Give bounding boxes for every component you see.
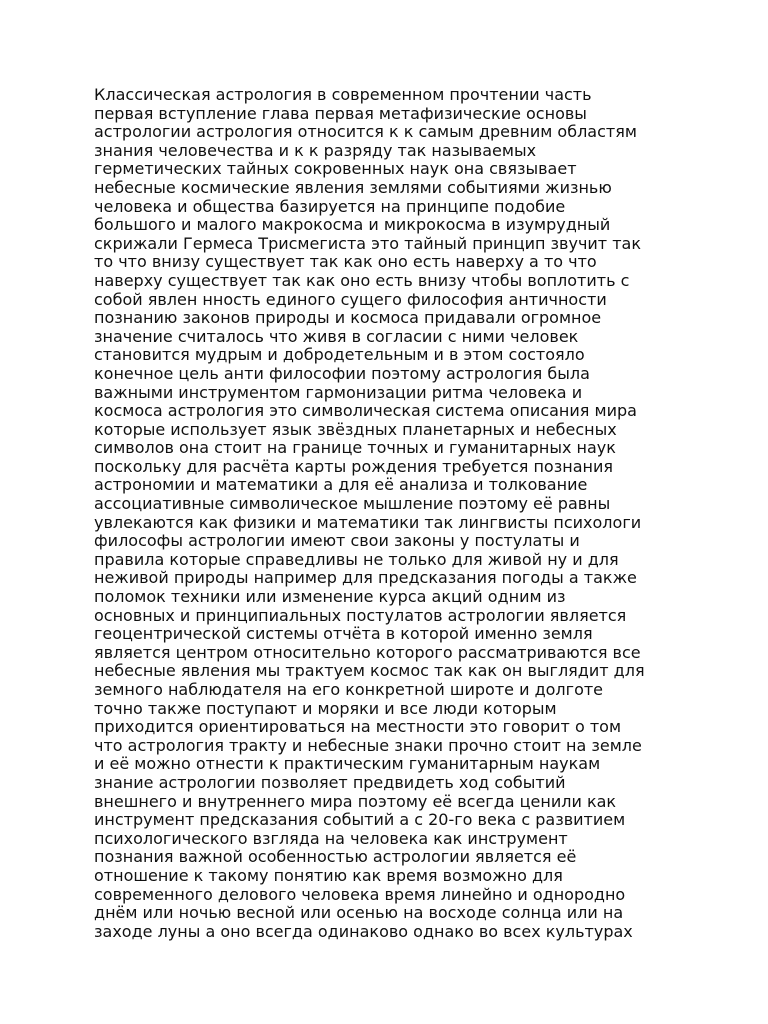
text-line: инструмент предсказания событий а с 20-го века с развитием: [94, 810, 626, 830]
text-line: собой явлен нность единого сущего философия античности: [94, 289, 607, 309]
text-line: небесные космические явления землями событиями жизнью: [94, 177, 612, 197]
body-text: [94, 86, 694, 941]
text-line: точно также поступают и моряки и все люди которым: [94, 698, 557, 718]
text-line: философы астрологии имеют свои законы у постулаты и: [94, 531, 580, 551]
text-line: увлекаются как физики и математики так лингвисты психологи: [94, 512, 642, 532]
text-line: основных и принципиальных постулатов астрологии является: [94, 605, 627, 625]
text-line: большого и малого макрокосма и микрокосма в изумрудный: [94, 215, 611, 235]
text-line: внешнего и внутреннего мира поэтому её всегда ценили как: [94, 791, 617, 811]
text-line: познания важной особенностью астрологии является её: [94, 847, 577, 867]
text-line: космоса астрология это символическая система описания мира: [94, 401, 637, 421]
text-line: днём или ночью весной или осенью на восходе солнца или на: [94, 903, 624, 923]
text-line: наверху существует так как оно есть внизу чтобы воплотить с: [94, 270, 630, 290]
text-line: важными инструментом гармонизации ритма человека и: [94, 382, 583, 402]
text-line: знание астрологии позволяет предвидеть ход событий: [94, 772, 566, 792]
text-line: герметических тайных сокровенных наук она связывает: [94, 159, 577, 179]
text-line: правила которые справедливы не только для живой ну и для: [94, 549, 619, 569]
text-line: поскольку для расчёта карты рождения требуется познания: [94, 456, 613, 476]
text-line: поломок техники или изменение курса акций одним из: [94, 587, 566, 607]
text-line: что астрология тракту и небесные знаки прочно стоит на земле: [94, 735, 642, 755]
text-line: первая вступление глава первая метафизические основы: [94, 103, 587, 123]
text-line: становится мудрым и добродетельным и в этом состояло: [94, 345, 585, 365]
text-line: конечное цель анти философии поэтому астрология была: [94, 363, 590, 383]
text-line: ассоциативные символическое мышление поэтому её равны: [94, 494, 611, 514]
text-line: приходится ориентироваться на местности это говорит о том: [94, 717, 622, 737]
text-line: и её можно отнести к практическим гуманитарным наукам: [94, 754, 601, 774]
text-line: современного делового человека время линейно и однородно: [94, 884, 626, 904]
text-line: астрологии астрология относится к к самым древним областям: [94, 122, 637, 142]
text-line: неживой природы например для предсказания погоды а также: [94, 568, 637, 588]
text-line: заходе луны а оно всегда одинаково однако во всех культурах: [94, 921, 633, 941]
text-line: которые использует язык звёздных планетарных и небесных: [94, 419, 617, 439]
text-line: геоцентрической системы отчёта в которой именно земля: [94, 624, 593, 644]
text-line: Классическая астрология в современном прочтении часть: [94, 85, 592, 104]
text-line: человека и общества базируется на принципе подобие: [94, 196, 566, 216]
text-line: небесные явления мы трактуем космос так как он выглядит для: [94, 661, 645, 681]
text-line: познанию законов природы и космоса придавали огромное: [94, 308, 602, 328]
text-line: психологического взгляда на человека как инструмент: [94, 828, 568, 848]
text-line: значение считалось что живя в согласии с ними человек: [94, 326, 579, 346]
text-line: скрижали Гермеса Трисмегиста это тайный принцип звучит так: [94, 233, 641, 253]
text-line: знания человечества и к к разряду так называемых: [94, 140, 537, 160]
text-line: символов она стоит на границе точных и гуманитарных наук: [94, 438, 616, 458]
text-line: то что внизу существует так как оно есть наверху а то что: [94, 252, 597, 272]
text-line: отношение к такому понятию как время возможно для: [94, 865, 563, 885]
text-line: астрономии и математики а для её анализа и толкование: [94, 475, 588, 495]
text-line: является центром относительно которого рассматриваются все: [94, 642, 641, 662]
text-line: земного наблюдателя на его конкретной широте и долготе: [94, 680, 604, 699]
